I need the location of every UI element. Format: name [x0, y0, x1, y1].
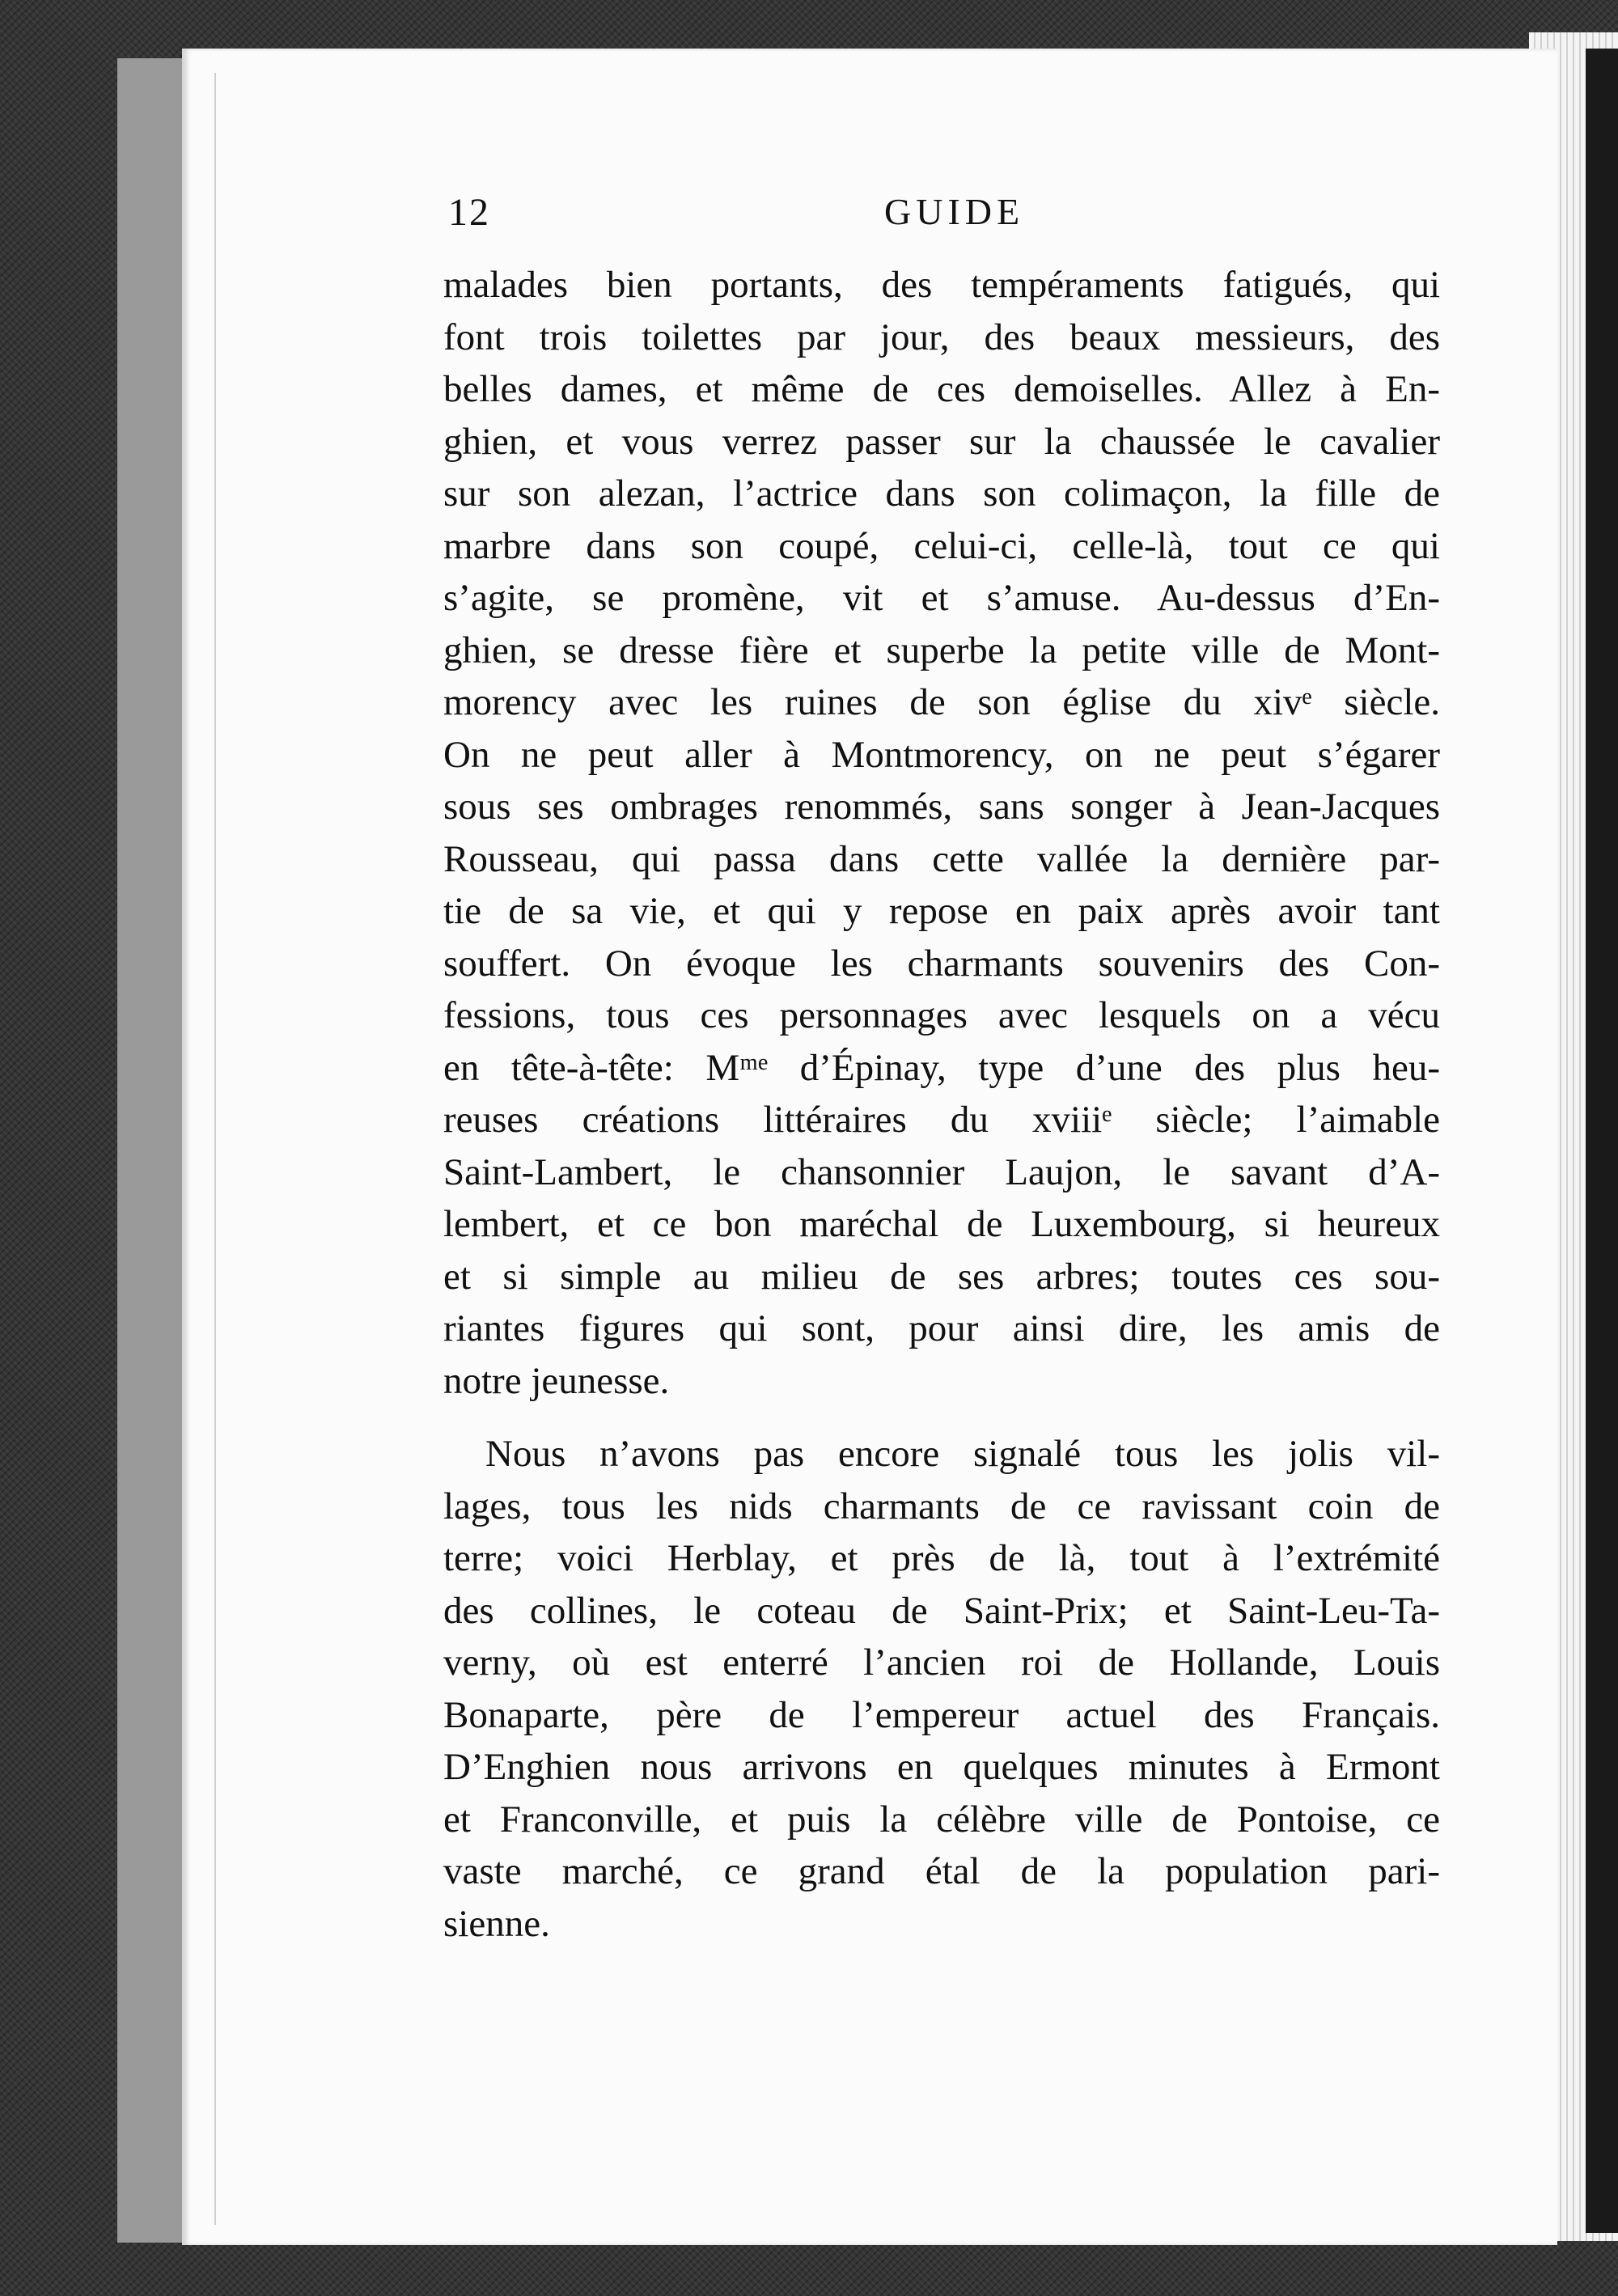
- text-line: riantes figures qui sont, pour ainsi dire, les amis de: [443, 1307, 1440, 1349]
- text-line: reuses créations littéraires du xviiiᵉ siècle; l’aimable: [443, 1099, 1440, 1141]
- text-line: malades bien portants, des tempéraments fatigués, qui: [443, 264, 1440, 306]
- text-line: s’agite, se promène, vit et s’amuse. Au-dessus d’En-: [443, 577, 1440, 619]
- text-line: belles dames, et même de ces demoiselles. Allez à En-: [443, 368, 1440, 410]
- page-number: 12: [448, 191, 490, 234]
- body-text: [443, 259, 1440, 1950]
- running-title: GUIDE: [884, 191, 1025, 232]
- text-line: morency avec les ruines de son église du xivᵉ siècle.: [443, 681, 1440, 723]
- text-line: vaste marché, ce grand étal de la population pari-: [443, 1850, 1440, 1892]
- cover-edge: [1586, 49, 1618, 2233]
- text-line: fessions, tous ces personnages avec lesquels on a vécu: [443, 994, 1440, 1036]
- text-line: Nous n’avons pas encore signalé tous les jolis vil-: [485, 1433, 1440, 1475]
- text-line: font trois toilettes par jour, des beaux messieurs, des: [443, 316, 1440, 358]
- text-line: souffert. On évoque les charmants souvenirs des Con-: [443, 942, 1440, 985]
- text-line: sur son alezan, l’actrice dans son colimaçon, la fille de: [443, 472, 1440, 515]
- text-line: et si simple au milieu de ses arbres; toutes ces sou-: [443, 1255, 1440, 1298]
- text-line: Saint-Lambert, le chansonnier Laujon, le savant d’A-: [443, 1150, 1440, 1193]
- text-line: D’Enghien nous arrivons en quelques minutes à Ermont: [443, 1746, 1440, 1788]
- text-line: des collines, le coteau de Saint-Prix; et Saint-Leu-Ta-: [443, 1589, 1440, 1632]
- text-line: et Franconville, et puis la célèbre ville de Pontoise, ce: [443, 1798, 1440, 1841]
- text-line: On ne peut aller à Montmorency, on ne peut s’égarer: [443, 733, 1440, 776]
- paragraph-gap: [443, 1407, 1440, 1428]
- text-line: sous ses ombrages renommés, sans songer à Jean-Jacques: [443, 786, 1440, 828]
- text-line: marbre dans son coupé, celui-ci, celle-là, tout ce qui: [443, 524, 1440, 567]
- text-line: tie de sa vie, et qui y repose en paix après avoir tant: [443, 890, 1440, 932]
- text-line: Bonaparte, père de l’empereur actuel des Français.: [443, 1693, 1440, 1736]
- text-line: terre; voici Herblay, et près de là, tout à l’extrémité: [443, 1537, 1440, 1579]
- text-line: verny, où est enterré l’ancien roi de Hollande, Louis: [443, 1642, 1440, 1684]
- text-line: en tête-à-tête: Mᵐᵉ d’Épinay, type d’une des plus heu-: [443, 1046, 1440, 1089]
- text-line: notre jeunesse.: [443, 1359, 670, 1402]
- page-header: [263, 190, 1460, 247]
- paragraph: [443, 1428, 1440, 1950]
- text-line: lages, tous les nids charmants de ce ravissant coin de: [443, 1485, 1440, 1527]
- text-line: lembert, et ce bon maréchal de Luxembourg, si heureux: [443, 1203, 1440, 1245]
- text-line: ghien, et vous verrez passer sur la chaussée le cavalier: [443, 420, 1440, 463]
- paragraph: [443, 259, 1440, 1407]
- text-line: ghien, se dresse fière et superbe la petite ville de Mont-: [443, 629, 1440, 671]
- text-line: Rousseau, qui passa dans cette vallée la dernière par-: [443, 837, 1440, 880]
- text-line: sienne.: [443, 1902, 550, 1945]
